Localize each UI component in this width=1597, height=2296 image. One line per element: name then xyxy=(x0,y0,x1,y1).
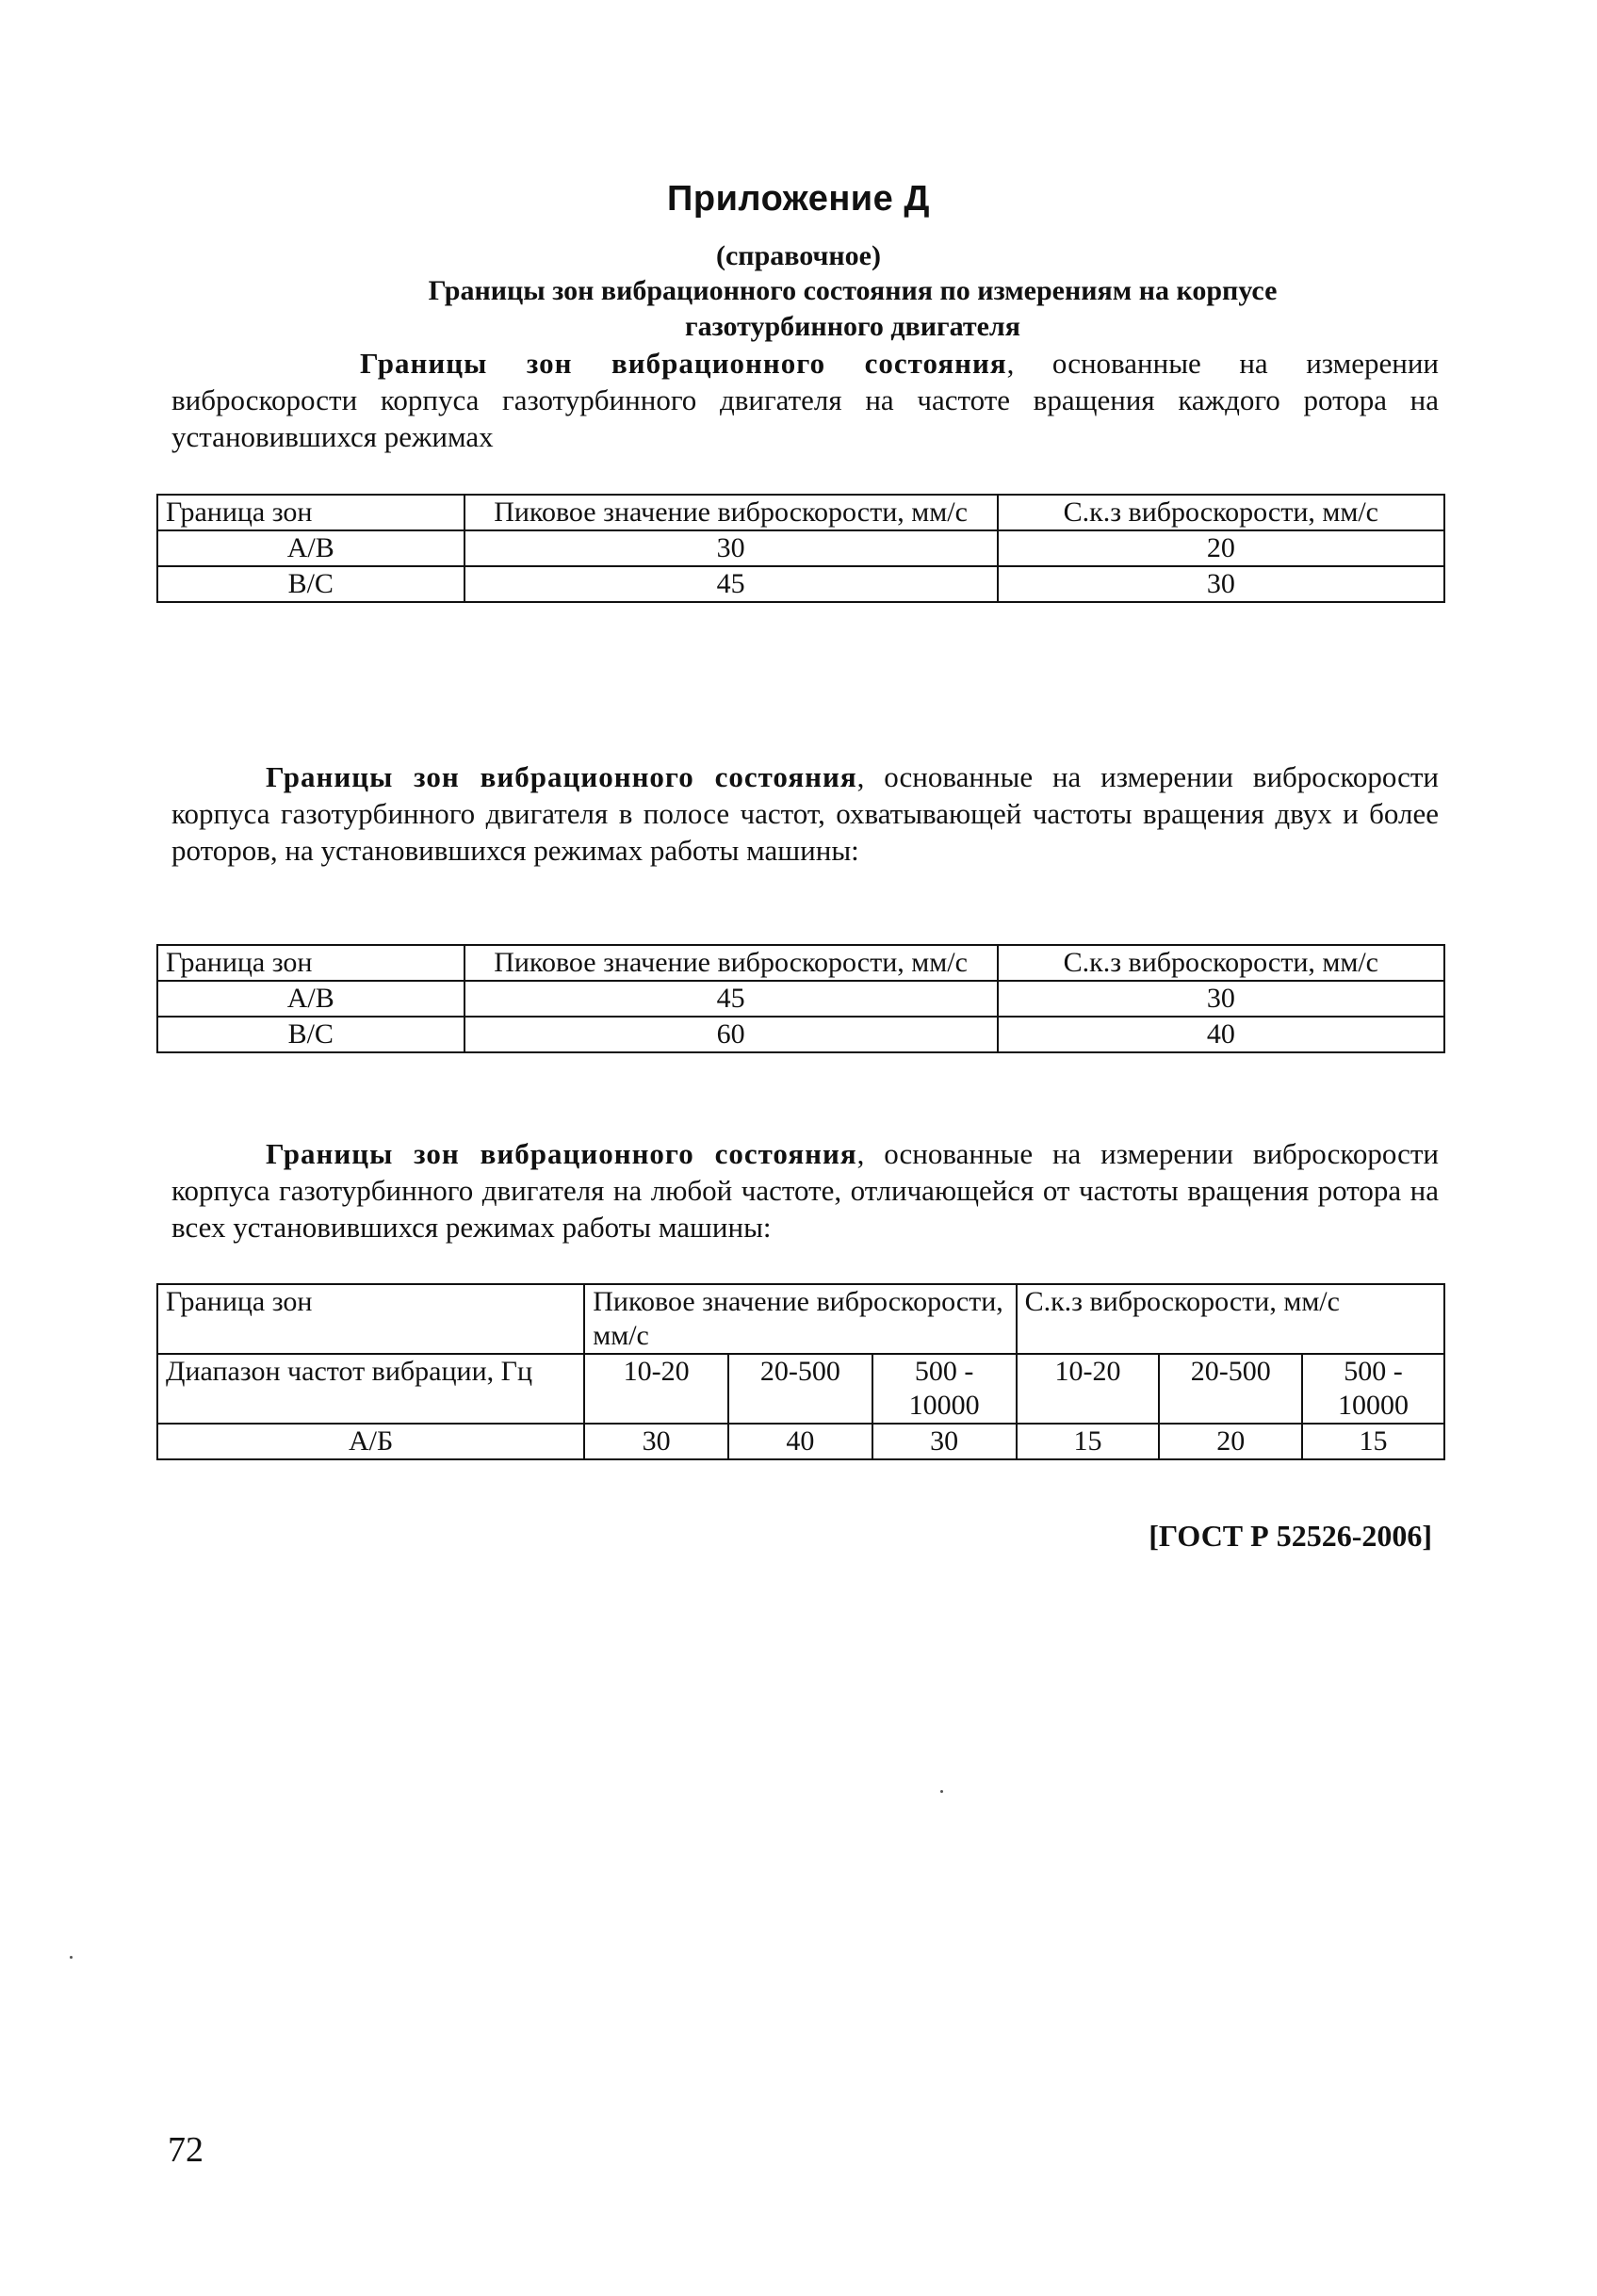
table-3-freq-row xyxy=(157,1354,1444,1424)
paragraph-2 xyxy=(171,758,1439,869)
page-number: 72 xyxy=(168,2130,204,2170)
table-3 xyxy=(156,1283,1445,1460)
page-title: Приложение Д xyxy=(667,179,930,219)
table-cell: 30 xyxy=(584,1424,728,1459)
table-header-cell: Пиковое значение виброскорости, мм/с xyxy=(464,945,998,981)
table-cell: A/B xyxy=(157,981,464,1017)
paragraph-3-lead: Границы зон вибрационного состояния xyxy=(266,1137,857,1170)
paragraph-2-lead: Границы зон вибрационного состояния xyxy=(266,760,857,793)
table-3-header-row xyxy=(157,1284,1444,1354)
table-header-cell: Пиковое значение виброскорости, мм/с xyxy=(464,495,998,530)
table-cell: 30 xyxy=(464,530,998,566)
table-row xyxy=(157,530,1444,566)
table-cell: 500 - 10000 xyxy=(1302,1354,1444,1424)
table-2 xyxy=(156,944,1445,1053)
table-row xyxy=(157,1017,1444,1052)
table-header-cell: С.к.з виброскорости, мм/с xyxy=(998,945,1444,981)
table-cell: B/C xyxy=(157,1017,464,1052)
page-subtitle: (справочное) xyxy=(715,240,881,271)
table-row xyxy=(157,981,1444,1017)
table-cell: Диапазон частот вибрации, Гц xyxy=(157,1354,584,1424)
table-cell: 20 xyxy=(1159,1424,1302,1459)
scan-speck xyxy=(70,1956,73,1959)
reference-citation: [ГОСТ Р 52526-2006] xyxy=(1149,1519,1432,1553)
table-header-cell: С.к.з виброскорости, мм/с xyxy=(1017,1284,1444,1354)
table-cell: 40 xyxy=(728,1424,872,1459)
table-cell: 60 xyxy=(464,1017,998,1052)
table-cell: 15 xyxy=(1302,1424,1444,1459)
table-cell: 10-20 xyxy=(584,1354,728,1424)
table-cell: 45 xyxy=(464,981,998,1017)
table-cell: 30 xyxy=(998,981,1444,1017)
table-cell: 30 xyxy=(998,566,1444,602)
table-cell: A/B xyxy=(157,530,464,566)
table-header-cell: Пиковое значение виброскорости, мм/с xyxy=(584,1284,1016,1354)
paragraph-3 xyxy=(171,1135,1439,1246)
table-header-cell: С.к.з виброскорости, мм/с xyxy=(998,495,1444,530)
table-cell: А/Б xyxy=(157,1424,584,1459)
paragraph-1-text: , основанные на измерении виброскорости корпуса газотурбинного двигателя на частоте вращения каждого ротора на установившихся режимах xyxy=(171,347,1440,453)
table-2-header-row xyxy=(157,945,1444,981)
table-cell: 20-500 xyxy=(1159,1354,1302,1424)
paragraph-1-lead: Границы зон вибрационного состояния xyxy=(360,347,1007,380)
table-1 xyxy=(156,494,1445,603)
table-header-cell: Граница зон xyxy=(157,1284,584,1354)
paragraph-3-text: , основанные на измерении виброскорости корпуса газотурбинного двигателя на любой частоте, отличающейся от частоты вращения ротора на всех установившихся режимах работы машины: xyxy=(171,1137,1439,1244)
table-cell: 40 xyxy=(998,1017,1444,1052)
paragraph-1 xyxy=(171,345,1439,455)
table-cell: B/C xyxy=(157,566,464,602)
table-header-cell: Граница зон xyxy=(157,945,464,981)
table-1-header-row xyxy=(157,495,1444,530)
table-row xyxy=(157,566,1444,602)
table-header-cell: Граница зон xyxy=(157,495,464,530)
table-cell: 20-500 xyxy=(728,1354,872,1424)
paragraph-2-text: , основанные на измерении виброскорости корпуса газотурбинного двигателя в полосе частот, охватывающей частоты вращения двух и более роторов, на установившихся режимах работы машины: xyxy=(171,760,1439,867)
table-cell: 45 xyxy=(464,566,998,602)
table-row xyxy=(157,1424,1444,1459)
section-heading: Границы зон вибрационного состояния по измерениям на корпусе газотурбинного двигателя xyxy=(428,275,1278,342)
scan-speck xyxy=(940,1790,943,1793)
table-cell: 30 xyxy=(872,1424,1017,1459)
table-cell: 15 xyxy=(1017,1424,1160,1459)
table-cell: 10-20 xyxy=(1017,1354,1160,1424)
table-cell: 20 xyxy=(998,530,1444,566)
table-cell: 500 - 10000 xyxy=(872,1354,1017,1424)
